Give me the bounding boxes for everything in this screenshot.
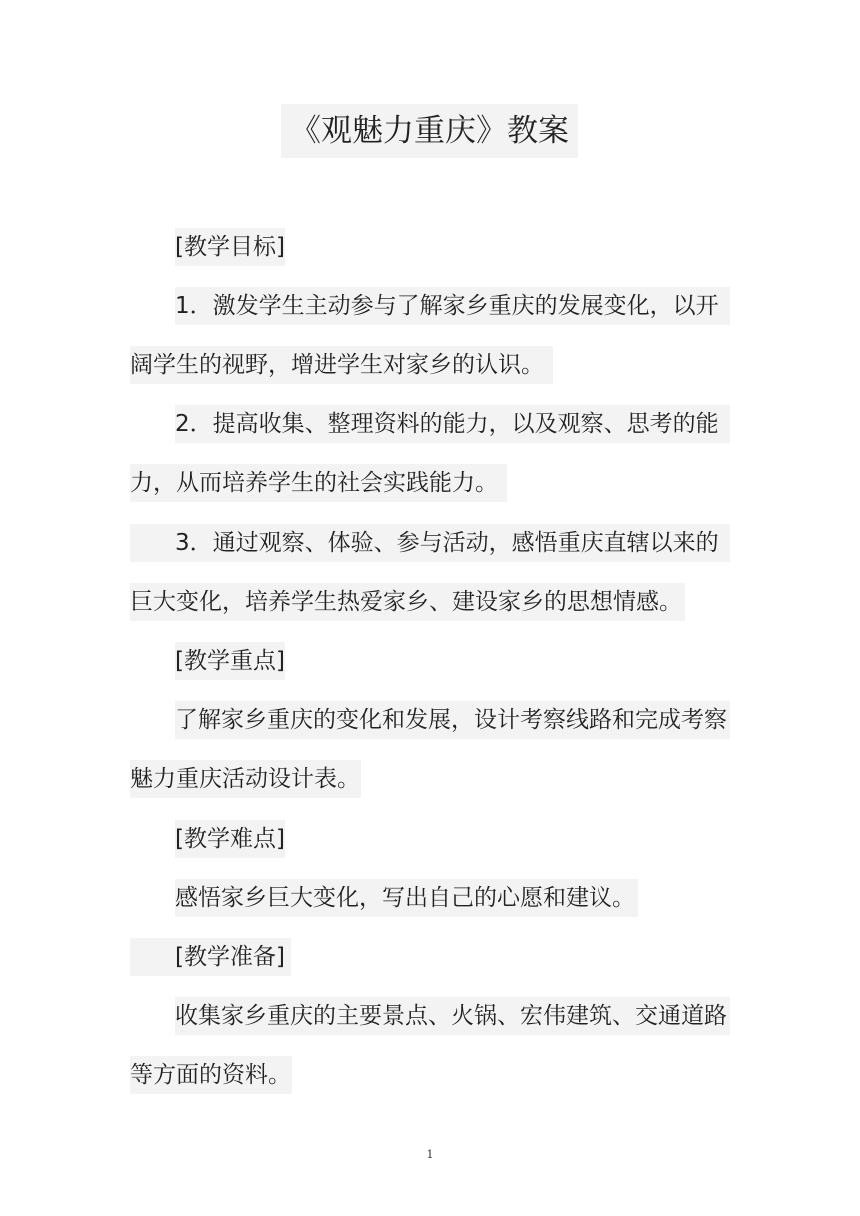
preparation-line-2: 等方面的资料。 — [130, 1056, 292, 1094]
heading-teaching-goals: [教学目标] — [175, 228, 285, 266]
difficulties-line-1: 感悟家乡巨大变化，写出自己的心愿和建议。 — [175, 879, 638, 917]
document-title: 《观魅力重庆》教案 — [281, 104, 578, 158]
heading-difficulties: [教学难点] — [175, 820, 285, 858]
goal-2-line-2: 力，从而培养学生的社会实践能力。 — [130, 464, 507, 502]
goal-2-line-1: 2．提高收集、整理资料的能力，以及观察、思考的能 — [175, 405, 730, 443]
goal-1-line-1: 1．激发学生主动参与了解家乡重庆的发展变化，以开 — [175, 287, 730, 325]
preparation-line-1: 收集家乡重庆的主要景点、火锅、宏伟建筑、交通道路 — [175, 997, 730, 1035]
heading-key-points: [教学重点] — [175, 642, 285, 680]
goal-1-line-2: 阔学生的视野，增进学生对家乡的认识。 — [130, 346, 553, 384]
goal-3-line-1: 3．通过观察、体验、参与活动，感悟重庆直辖以来的 — [130, 524, 730, 562]
key-points-line-1: 了解家乡重庆的变化和发展，设计考察线路和完成考察 — [175, 701, 730, 739]
page-number: 1 — [426, 1148, 434, 1161]
heading-preparation: [教学准备] — [130, 938, 291, 976]
goal-3-line-2: 巨大变化，培养学生热爱家乡、建设家乡的思想情感。 — [130, 583, 685, 621]
key-points-line-2: 魅力重庆活动设计表。 — [130, 760, 361, 798]
